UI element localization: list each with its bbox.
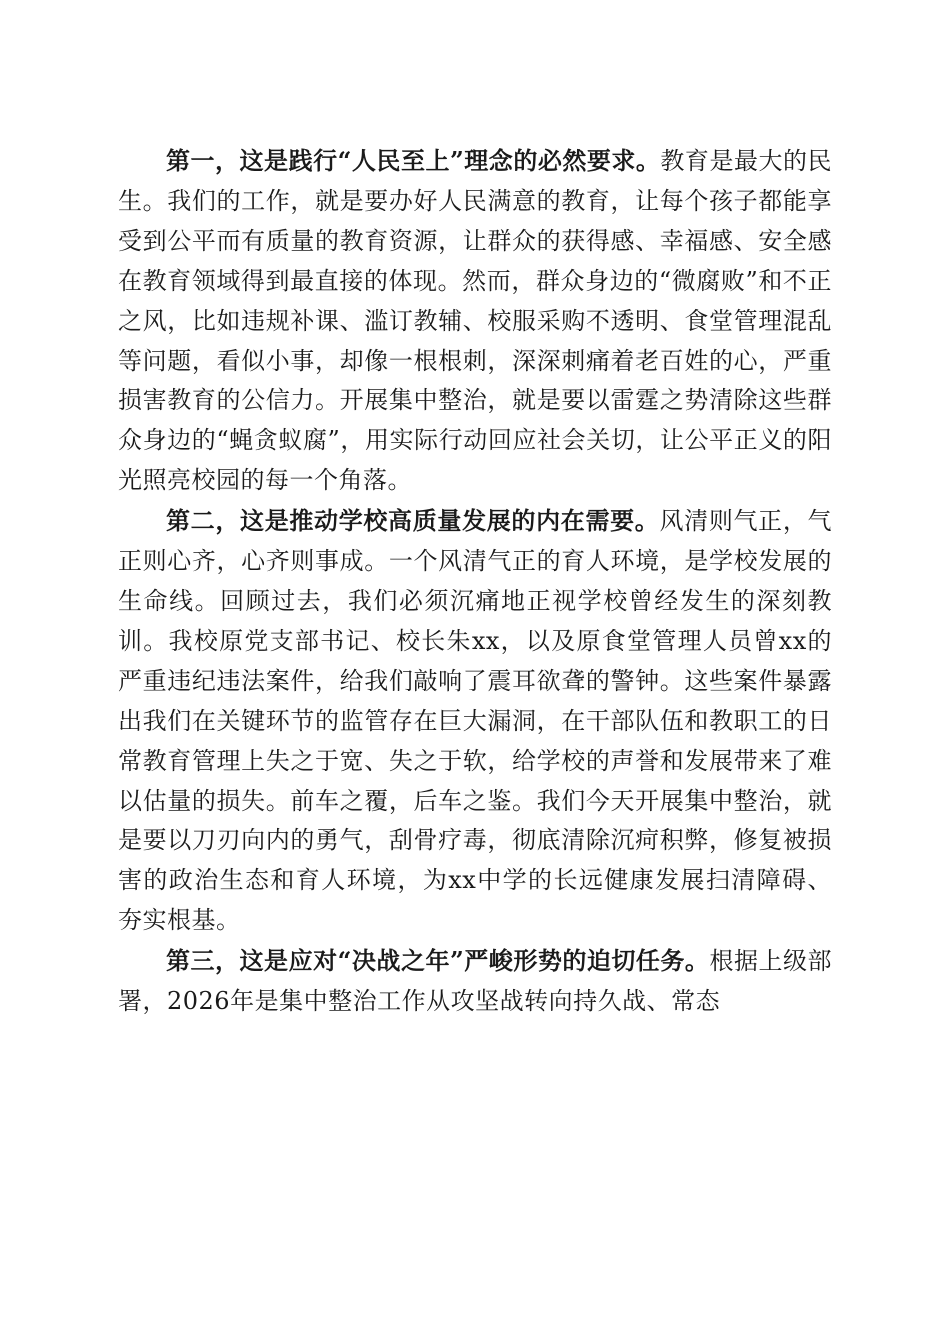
paragraph-2 bbox=[118, 501, 832, 941]
paragraph-2-heading: 第二，这是推动学校高质量发展的内在需要。 bbox=[166, 506, 660, 536]
paragraph-3 bbox=[118, 941, 832, 1022]
paragraph-1 bbox=[118, 141, 832, 501]
paragraph-1-heading: 第一，这是践行“人民至上”理念的必然要求。 bbox=[166, 146, 661, 175]
document-body bbox=[118, 141, 832, 1022]
paragraph-3-body: 根据上级部署，2026年是集中整治工作从攻坚战转向持久战、常态 bbox=[118, 947, 833, 1016]
paragraph-1-body: 教育是最大的民生。我们的工作，就是要办好人民满意的教育，让每个孩子都能享受到公平而有质量的教育资源，让群众的获得感、幸福感、安全感在教育领域得到最直接的体现。然而，群众身边的“微腐败”和不正之风，比如违规补课、滥订教辅、校服采购不透明、食堂管理混乱等问题，看似小事，却像一根根刺，深深刺痛着老百姓的心，严重损害教育的公信力。开展集中整治，就是要以雷霆之势清除这些群众身边的“蝇贪蚁腐”，用实际行动回应社会关切，让公平正义的阳光照亮校园的每一个角落。 bbox=[118, 147, 833, 495]
paragraph-3-heading: 第三，这是应对“决战之年”严峻形势的迫切任务。 bbox=[166, 946, 710, 976]
paragraph-2-body: 风清则气正，气正则心齐，心齐则事成。一个风清气正的育人环境，是学校发展的生命线。回顾过去，我们必须沉痛地正视学校曾经发生的深刻教训。我校原党支部书记、校长朱xx，以及原食堂管理人员曾xx的严重违纪违法案件，给我们敲响了震耳欲聋的警钟。这些案件暴露出我们在关键环节的监管存在巨大漏洞，在干部队伍和教职工的日常教育管理上失之于宽、失之于软，给学校的声誉和发展带来了难以估量的损失。前车之覆，后车之鉴。我们今天开展集中整治，就是要以刀刃向内的勇气，刮骨疗毒，彻底清除沉疴积弊，修复被损害的政治生态和育人环境，为xx中学的长远健康发展扫清障碍、夯实根基。 bbox=[118, 507, 833, 935]
